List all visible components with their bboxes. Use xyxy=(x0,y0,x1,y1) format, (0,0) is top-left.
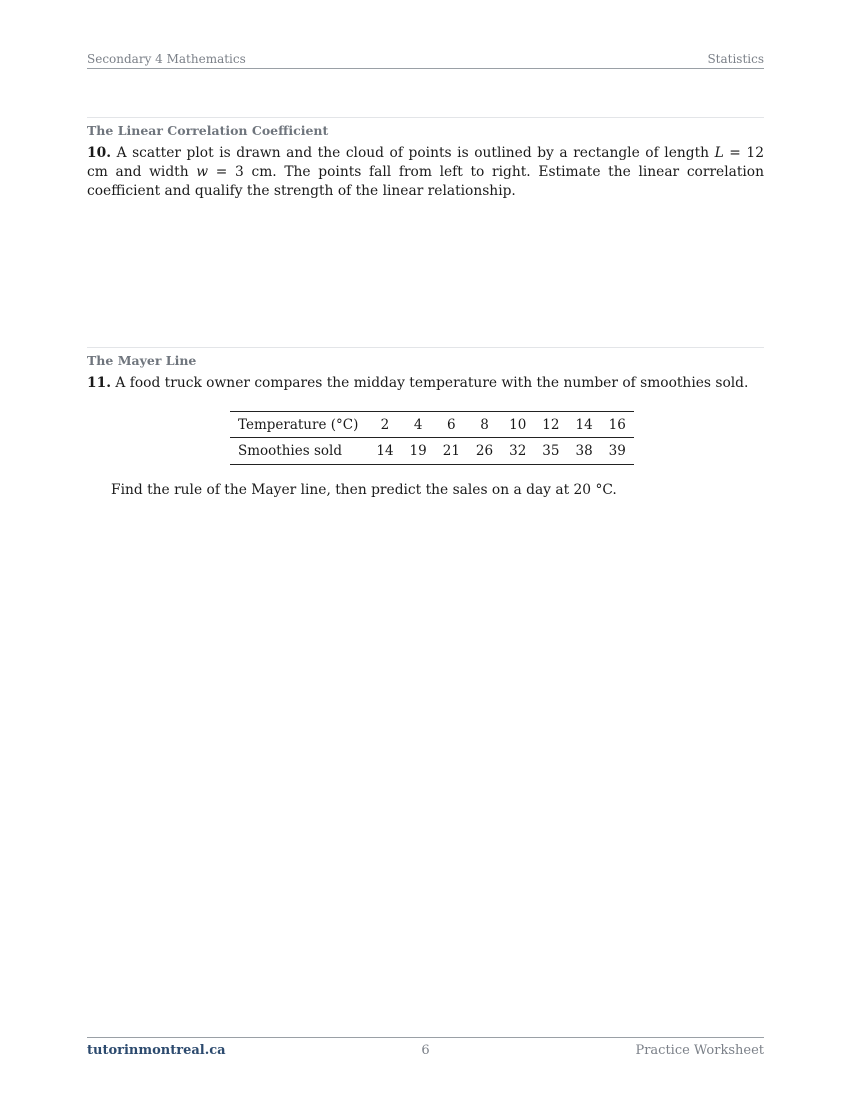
course-title: Secondary 4 Mathematics xyxy=(87,52,246,66)
page-header xyxy=(87,50,764,69)
math-variable: L xyxy=(714,145,724,161)
row-header: Temperature (°C) xyxy=(230,412,368,438)
table-cell: 14 xyxy=(368,438,401,465)
page-footer xyxy=(87,1037,764,1060)
site-link[interactable]: tutorinmontreal.ca xyxy=(87,1043,226,1058)
section-title: The Mayer Line xyxy=(87,353,197,368)
document-type: Practice Worksheet xyxy=(635,1043,764,1058)
problem-text-part: A scatter plot is drawn and the cloud of points is outlined by a rectangle of length xyxy=(111,145,715,161)
table-cell: 32 xyxy=(501,438,534,465)
table-cell: 14 xyxy=(567,412,600,438)
problem-11 xyxy=(87,374,764,393)
table-cell: 16 xyxy=(601,412,634,438)
table-cell: 2 xyxy=(368,412,401,438)
page-number: 6 xyxy=(421,1043,430,1058)
section-divider xyxy=(87,347,764,348)
chapter-title: Statistics xyxy=(707,52,764,66)
problem-text-part: = 3 cm. The points fall from left to right. Estimate the linear correlation coefficient and qualify the strength of the linear relationship. xyxy=(87,164,764,199)
table-cell: 21 xyxy=(435,438,468,465)
problem-text: A food truck owner compares the midday temperature with the number of smoothies sold. xyxy=(111,375,749,391)
table-cell: 19 xyxy=(402,438,435,465)
table-row xyxy=(230,412,634,438)
section-title: The Linear Correlation Coefficient xyxy=(87,123,329,138)
table-cell: 12 xyxy=(534,412,567,438)
table-cell: 26 xyxy=(468,438,501,465)
table-cell: 4 xyxy=(402,412,435,438)
problem-number: 10. xyxy=(87,145,112,161)
table-cell: 39 xyxy=(601,438,634,465)
data-table xyxy=(230,411,634,465)
problem-10 xyxy=(87,144,764,201)
math-variable: w xyxy=(196,164,209,180)
section-divider xyxy=(87,117,764,118)
table-cell: 10 xyxy=(501,412,534,438)
section-mayer-line xyxy=(87,347,764,393)
table-cell: 6 xyxy=(435,412,468,438)
section-correlation xyxy=(87,117,764,201)
table-cell: 35 xyxy=(534,438,567,465)
table-row xyxy=(230,438,634,465)
problem-number: 11. xyxy=(87,375,112,391)
table-cell: 38 xyxy=(567,438,600,465)
problem-text-part: = 12 cm and width xyxy=(87,145,764,180)
table-cell: 8 xyxy=(468,412,501,438)
problem-11-followup: Find the rule of the Mayer line, then predict the sales on a day at 20 °C. xyxy=(111,482,617,498)
row-header: Smoothies sold xyxy=(230,438,368,465)
